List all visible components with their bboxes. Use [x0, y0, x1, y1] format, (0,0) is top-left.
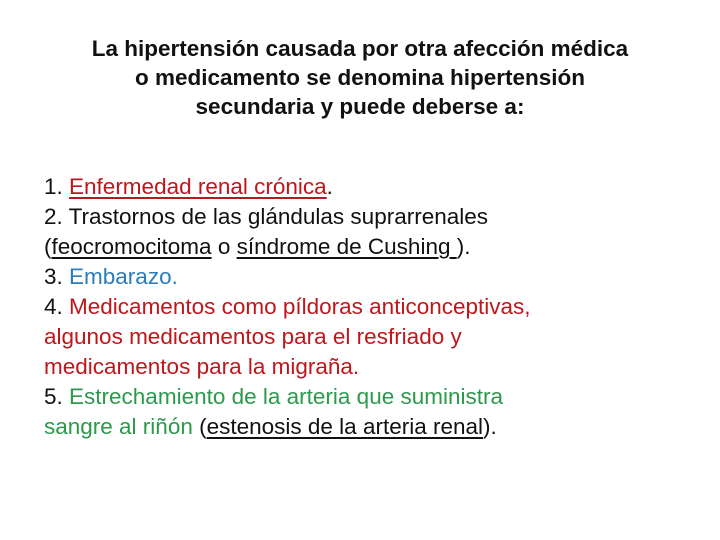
item-3-number: 3. [44, 264, 70, 289]
item-2-mid: o [211, 234, 237, 259]
item-4-line-1: Medicamentos como píldoras anticonceptivas, [69, 294, 531, 319]
item-4-line-3: medicamentos para la migraña. [44, 354, 360, 379]
item-5-link-estenosis[interactable]: estenosis de la arteria renal [206, 414, 483, 439]
item-1-number: 1. [44, 174, 70, 199]
list-item-1 [44, 172, 684, 202]
item-5-line-2: sangre al riñón [44, 414, 193, 439]
item-4-line-2: algunos medicamentos para el resfriado y [44, 324, 462, 349]
item-3-text: Embarazo. [69, 264, 178, 289]
cause-list [44, 172, 684, 442]
item-1-end: . [326, 174, 333, 199]
slide-title [40, 34, 680, 121]
item-4-number: 4. [44, 294, 70, 319]
item-2-link-feocromocitoma[interactable]: feocromocitoma [51, 234, 212, 259]
item-2-link-cushing[interactable]: síndrome de Cushing [236, 234, 457, 259]
item-2-open: ( [44, 234, 52, 259]
list-item-2 [44, 202, 684, 262]
item-2-close: ). [456, 234, 471, 259]
item-5-close: ). [483, 414, 497, 439]
item-5-open: ( [192, 414, 207, 439]
item-5-number: 5. [44, 384, 70, 409]
item-2-text: Trastornos de las glándulas suprarrenales [68, 204, 489, 229]
list-item-4 [44, 292, 684, 382]
title-line-2: o medicamento se denomina hipertensión [134, 65, 586, 90]
item-1-text[interactable]: Enfermedad renal crónica [69, 174, 327, 199]
item-2-number: 2. [44, 204, 69, 229]
title-line-1: La hipertensión causada por otra afección médica [91, 36, 629, 61]
item-5-line-1: Estrechamiento de la arteria que suministra [69, 384, 503, 409]
list-item-5 [44, 382, 684, 442]
list-item-3 [44, 262, 684, 292]
title-line-3: secundaria y puede deberse a: [195, 94, 525, 119]
